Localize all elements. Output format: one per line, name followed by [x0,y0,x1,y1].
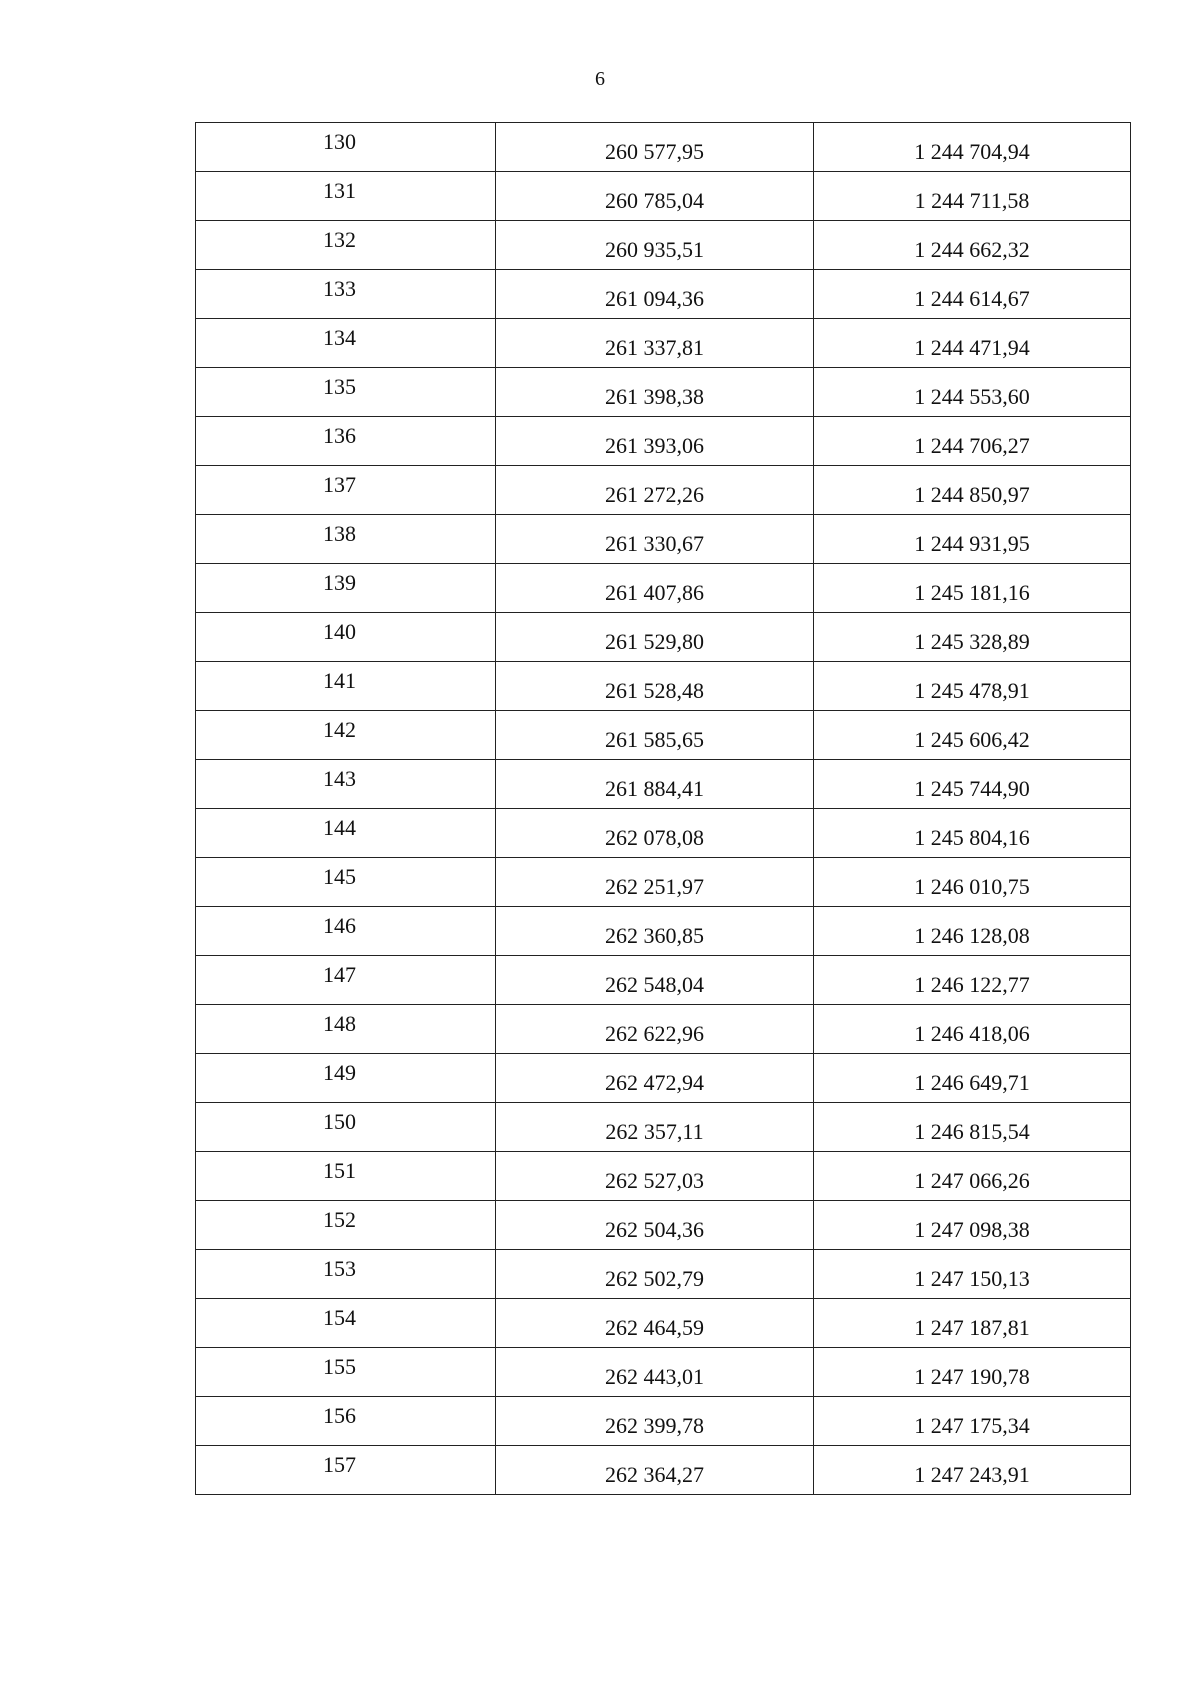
table-row [196,1201,1131,1250]
x-coordinate-cell: 262 443,01 [496,1348,814,1397]
y-coordinate-cell: 1 245 606,42 [814,711,1131,760]
table-row [196,417,1131,466]
y-coordinate-cell: 1 246 418,06 [814,1005,1131,1054]
y-coordinate-cell: 1 247 175,34 [814,1397,1131,1446]
y-coordinate-cell: 1 247 150,13 [814,1250,1131,1299]
x-coordinate-cell: 260 935,51 [496,221,814,270]
point-number-cell: 140 [196,613,496,662]
point-number-cell: 141 [196,662,496,711]
point-number-cell: 144 [196,809,496,858]
table-row [196,221,1131,270]
x-coordinate-cell: 261 272,26 [496,466,814,515]
table-row [196,858,1131,907]
y-coordinate-cell: 1 245 478,91 [814,662,1131,711]
x-coordinate-cell: 262 360,85 [496,907,814,956]
coordinates-table [195,122,1131,1495]
y-coordinate-cell: 1 244 850,97 [814,466,1131,515]
point-number-cell: 150 [196,1103,496,1152]
point-number-cell: 135 [196,368,496,417]
x-coordinate-cell: 260 577,95 [496,123,814,172]
coordinates-table-body [196,123,1131,1495]
table-row [196,466,1131,515]
point-number-cell: 151 [196,1152,496,1201]
x-coordinate-cell: 262 399,78 [496,1397,814,1446]
table-row [196,368,1131,417]
point-number-cell: 137 [196,466,496,515]
x-coordinate-cell: 260 785,04 [496,172,814,221]
y-coordinate-cell: 1 245 328,89 [814,613,1131,662]
point-number-cell: 145 [196,858,496,907]
point-number-cell: 133 [196,270,496,319]
table-row [196,1250,1131,1299]
x-coordinate-cell: 261 407,86 [496,564,814,613]
table-row [196,1103,1131,1152]
x-coordinate-cell: 262 622,96 [496,1005,814,1054]
point-number-cell: 131 [196,172,496,221]
y-coordinate-cell: 1 246 128,08 [814,907,1131,956]
point-number-cell: 130 [196,123,496,172]
point-number-cell: 139 [196,564,496,613]
point-number-cell: 142 [196,711,496,760]
table-row [196,907,1131,956]
y-coordinate-cell: 1 244 931,95 [814,515,1131,564]
y-coordinate-cell: 1 246 649,71 [814,1054,1131,1103]
x-coordinate-cell: 262 357,11 [496,1103,814,1152]
point-number-cell: 154 [196,1299,496,1348]
y-coordinate-cell: 1 246 010,75 [814,858,1131,907]
x-coordinate-cell: 261 337,81 [496,319,814,368]
x-coordinate-cell: 262 472,94 [496,1054,814,1103]
x-coordinate-cell: 262 527,03 [496,1152,814,1201]
table-row [196,1054,1131,1103]
x-coordinate-cell: 261 529,80 [496,613,814,662]
point-number-cell: 147 [196,956,496,1005]
y-coordinate-cell: 1 247 190,78 [814,1348,1131,1397]
y-coordinate-cell: 1 245 744,90 [814,760,1131,809]
table-row [196,270,1131,319]
table-row [196,123,1131,172]
table-row [196,319,1131,368]
point-number-cell: 146 [196,907,496,956]
table-row [196,711,1131,760]
y-coordinate-cell: 1 244 711,58 [814,172,1131,221]
page-number: 6 [595,68,605,90]
point-number-cell: 152 [196,1201,496,1250]
x-coordinate-cell: 261 528,48 [496,662,814,711]
y-coordinate-cell: 1 246 815,54 [814,1103,1131,1152]
table-row [196,1299,1131,1348]
table-row [196,515,1131,564]
y-coordinate-cell: 1 244 553,60 [814,368,1131,417]
y-coordinate-cell: 1 245 804,16 [814,809,1131,858]
y-coordinate-cell: 1 244 471,94 [814,319,1131,368]
x-coordinate-cell: 261 398,38 [496,368,814,417]
table-row [196,1446,1131,1495]
table-row [196,1397,1131,1446]
point-number-cell: 138 [196,515,496,564]
point-number-cell: 157 [196,1446,496,1495]
y-coordinate-cell: 1 244 662,32 [814,221,1131,270]
y-coordinate-cell: 1 247 187,81 [814,1299,1131,1348]
point-number-cell: 132 [196,221,496,270]
table-row [196,662,1131,711]
y-coordinate-cell: 1 244 614,67 [814,270,1131,319]
x-coordinate-cell: 262 504,36 [496,1201,814,1250]
y-coordinate-cell: 1 247 066,26 [814,1152,1131,1201]
table-row [196,1348,1131,1397]
x-coordinate-cell: 262 502,79 [496,1250,814,1299]
x-coordinate-cell: 261 585,65 [496,711,814,760]
x-coordinate-cell: 261 330,67 [496,515,814,564]
x-coordinate-cell: 261 094,36 [496,270,814,319]
y-coordinate-cell: 1 247 098,38 [814,1201,1131,1250]
table-row [196,172,1131,221]
y-coordinate-cell: 1 244 706,27 [814,417,1131,466]
table-row [196,564,1131,613]
point-number-cell: 156 [196,1397,496,1446]
point-number-cell: 134 [196,319,496,368]
point-number-cell: 143 [196,760,496,809]
point-number-cell: 136 [196,417,496,466]
y-coordinate-cell: 1 246 122,77 [814,956,1131,1005]
x-coordinate-cell: 262 364,27 [496,1446,814,1495]
point-number-cell: 149 [196,1054,496,1103]
x-coordinate-cell: 262 251,97 [496,858,814,907]
y-coordinate-cell: 1 247 243,91 [814,1446,1131,1495]
table-row [196,760,1131,809]
table-row [196,1005,1131,1054]
table-row [196,613,1131,662]
table-row [196,809,1131,858]
table-row [196,956,1131,1005]
x-coordinate-cell: 262 464,59 [496,1299,814,1348]
x-coordinate-cell: 262 548,04 [496,956,814,1005]
x-coordinate-cell: 262 078,08 [496,809,814,858]
point-number-cell: 153 [196,1250,496,1299]
point-number-cell: 155 [196,1348,496,1397]
y-coordinate-cell: 1 245 181,16 [814,564,1131,613]
y-coordinate-cell: 1 244 704,94 [814,123,1131,172]
x-coordinate-cell: 261 393,06 [496,417,814,466]
table-row [196,1152,1131,1201]
point-number-cell: 148 [196,1005,496,1054]
x-coordinate-cell: 261 884,41 [496,760,814,809]
